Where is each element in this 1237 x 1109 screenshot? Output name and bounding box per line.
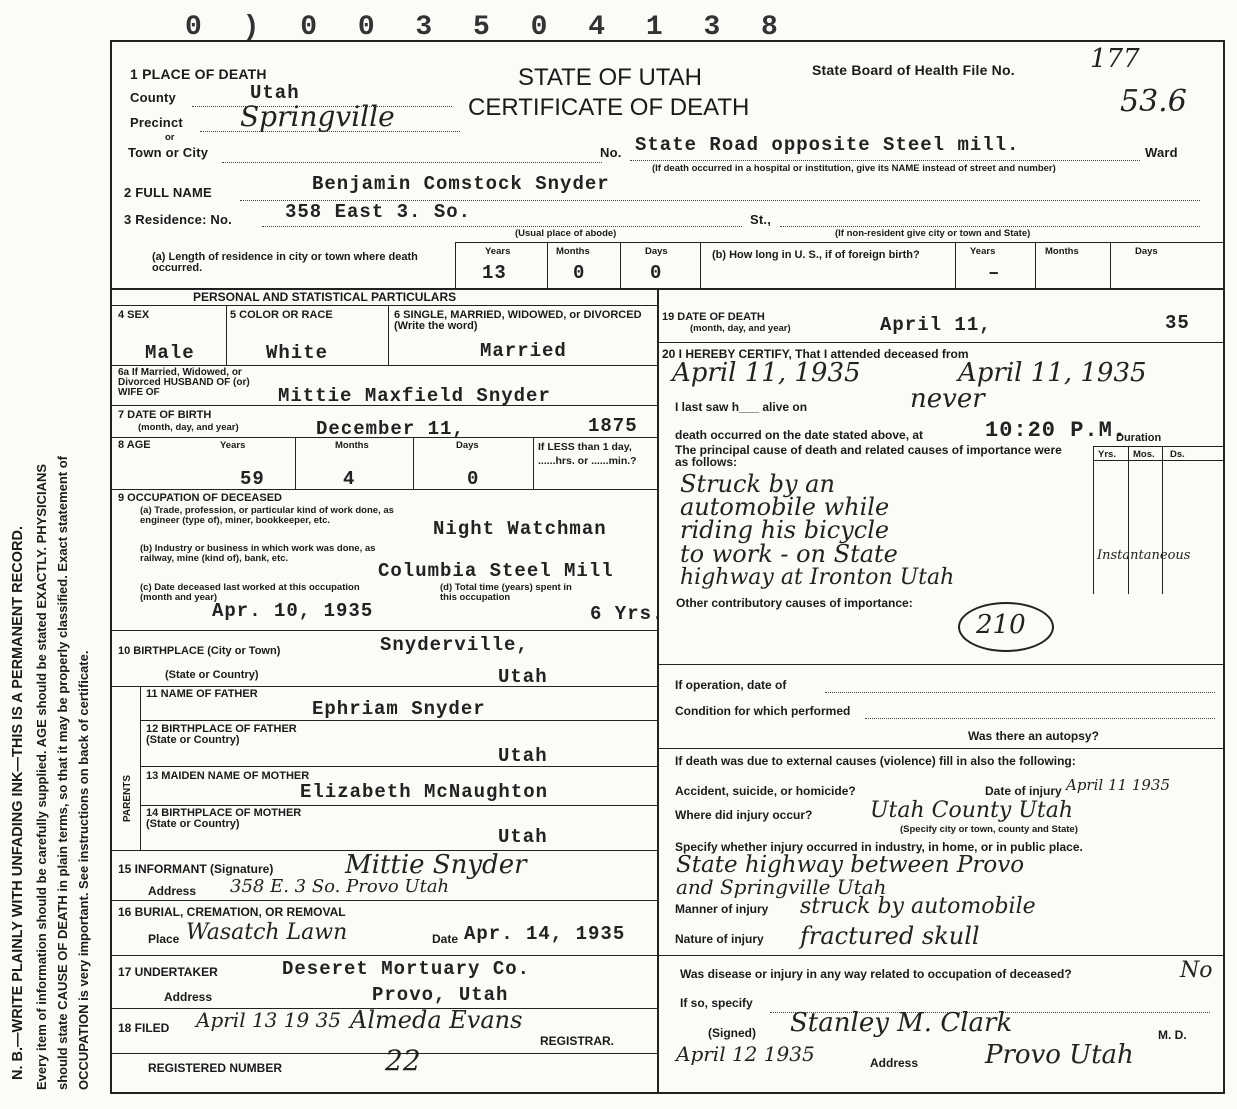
street-value: State Road opposite Steel mill. [635, 134, 1020, 156]
age-label: 8 AGE [118, 439, 151, 451]
age-months: 4 [343, 468, 356, 490]
injury-date-label: Date of injury [985, 784, 1062, 798]
registrar-name: Almeda Evans [350, 1006, 523, 1034]
residence-note1: (Usual place of abode) [515, 228, 617, 239]
filed-label: 18 FILED [118, 1021, 170, 1035]
dur-yrs: Yrs. [1098, 449, 1116, 460]
father-value: Ephriam Snyder [312, 698, 486, 720]
duration-label: Duration [1116, 432, 1162, 444]
us-label: (b) How long in U. S., if of foreign birth? [712, 249, 920, 261]
county-label: County [130, 90, 176, 105]
physician-signature: Stanley M. Clark [790, 1008, 1013, 1038]
occ-c-value: Apr. 10, 1935 [212, 600, 374, 622]
dob-year: 1875 [588, 415, 638, 437]
spouse-label: 6a If Married, Widowed, or Divorced HUSBAND OF (or) WIFE OF [118, 367, 250, 398]
full-name-value: Benjamin Comstock Snyder [312, 173, 610, 195]
occ-b-value: Columbia Steel Mill [378, 560, 614, 582]
manner-label: Manner of injury [675, 902, 769, 916]
occ-a-label: (a) Trade, profession, or particular kind of work done, as engineer (type of), miner, bookkeeper, etc. [140, 505, 394, 526]
age-months-label: Months [335, 440, 369, 451]
reg-number: 22 [385, 1044, 421, 1077]
us-months-label: Months [1045, 246, 1079, 257]
place-of-death-label: 1 PLACE OF DEATH [130, 66, 267, 82]
related-value: No [1180, 958, 1213, 983]
dob-value: December 11, [316, 418, 465, 440]
precinct-value: Springville [240, 100, 395, 133]
cause-line-1: Struck by an [680, 470, 835, 498]
injury-place-1: State highway between Provo [676, 852, 1025, 878]
side-note-2: Every item of information should be carefully supplied. AGE should be stated EXACTLY. PHYSICIANS [34, 463, 49, 1090]
place-note: (If death occurred in a hospital or institution, give its NAME instead of street and number) [652, 163, 1056, 174]
undertaker-value: Deseret Mortuary Co. [282, 958, 531, 980]
operation-label: If operation, date of [675, 678, 787, 692]
frame-right [1223, 40, 1225, 1092]
residence-label: 3 Residence: No. [124, 212, 232, 227]
nature-label: Nature of injury [675, 932, 764, 946]
birthplace-label: 10 BIRTHPLACE (City or Town) [118, 645, 281, 657]
mother-birthplace-label: 14 BIRTHPLACE OF MOTHER (State or Country) [146, 807, 302, 830]
occ-d-label: (d) Total time (years) spent in this occupation [440, 582, 572, 603]
dob-sub: (month, day, and year) [138, 422, 239, 433]
residence-line [262, 226, 742, 227]
informant-address: 358 E. 3 So. Provo Utah [230, 876, 450, 897]
occ-b-label: (b) Industry or business in which work was done, as railway, mine (kind of), bank, etc. [140, 543, 376, 564]
res-months-label: Months [556, 246, 590, 257]
age-years-label: Years [220, 440, 246, 451]
burial-place-label: Place [148, 932, 180, 946]
us-days-label: Days [1135, 246, 1158, 257]
cause-code: 210 [976, 610, 1026, 640]
street-no-label: No. [600, 145, 622, 160]
residence-st-line [780, 226, 1200, 227]
residence-note2: (If non-resident give city or town and State) [835, 228, 1031, 239]
birth-state-value: Utah [498, 666, 548, 688]
personal-heading: PERSONAL AND STATISTICAL PARTICULARS [193, 290, 457, 304]
dur-mos: Mos. [1133, 449, 1155, 460]
signed-label: (Signed) [708, 1026, 756, 1040]
race-value: White [266, 342, 329, 364]
file-number: 177 [1090, 44, 1140, 74]
sex-label: 4 SEX [118, 309, 150, 321]
state-title: STATE OF UTAH [518, 64, 702, 91]
cause-line-2: automobile while [680, 493, 890, 521]
where-label: Where did injury occur? [675, 808, 813, 822]
where-value: Utah County Utah [870, 798, 1074, 823]
residence-st-label: St., [750, 212, 772, 227]
cause-line-4: to work - on State [680, 540, 898, 568]
death-date: April 11, [880, 314, 992, 336]
or-label: or [165, 132, 175, 143]
ward-label: Ward [1145, 145, 1178, 160]
mother-value: Elizabeth McNaughton [300, 781, 549, 803]
duration-hand: Instantaneous [1097, 548, 1191, 563]
middle-divider [657, 288, 659, 1092]
age-days: 0 [467, 468, 480, 490]
spouse-value: Mittie Maxfield Snyder [278, 385, 551, 407]
cause-line-3: riding his bicycle [680, 516, 890, 544]
filed-date: April 13 19 35 [196, 1008, 342, 1032]
last-seen-label: I last saw h___ alive on [675, 400, 808, 414]
physician-address: Provo Utah [985, 1040, 1134, 1070]
us-years-label: Years [970, 246, 996, 257]
dur-ds: Ds. [1170, 449, 1185, 460]
attended-from: April 11, 1935 [672, 358, 861, 388]
race-label: 5 COLOR OR RACE [230, 309, 333, 321]
accident-label: Accident, suicide, or homicide? [675, 784, 856, 798]
mother-birthplace-value: Utah [498, 826, 548, 848]
street-line [630, 160, 1140, 161]
file-number-label: State Board of Health File No. [812, 62, 1015, 78]
informant-value: Mittie Snyder [345, 850, 527, 880]
informant-address-label: Address [148, 884, 197, 898]
autopsy-label: Was there an autopsy? [968, 729, 1099, 743]
physician-address-label: Address [870, 1056, 919, 1070]
father-label: 11 NAME OF FATHER [146, 688, 258, 700]
frame-bottom [110, 1092, 1225, 1094]
side-note-3: should state CAUSE OF DEATH in plain terms, so that it may be properly classified. Exact statement of [55, 455, 70, 1090]
where-note: (Specify city or town, county and State) [900, 824, 1078, 835]
time-label: death occurred on the date stated above, at [675, 428, 924, 442]
marital-value: Married [480, 340, 567, 362]
if-so-label: If so, specify [680, 996, 753, 1010]
occ-a-value: Night Watchman [433, 518, 607, 540]
res-days: 0 [650, 262, 663, 284]
length-residence-label: (a) Length of residence in city or town where death occurred. [152, 251, 418, 274]
undertaker-address-label: Address [164, 990, 213, 1004]
res-days-label: Days [645, 246, 668, 257]
age-days-label: Days [456, 440, 479, 451]
registrar-label: REGISTRAR. [540, 1034, 615, 1048]
death-date-sub: (month, day, and year) [690, 323, 791, 334]
age-years: 59 [240, 468, 265, 490]
precinct-label: Precinct [130, 115, 183, 130]
external-label: If death was due to external causes (violence) fill in also the following: [675, 754, 1076, 768]
death-time: 10:20 P.M. [985, 418, 1128, 443]
birth-state-label: (State or Country) [165, 669, 259, 681]
res-months: 0 [573, 262, 586, 284]
death-date-label: 19 DATE OF DEATH [662, 311, 765, 323]
us-years: – [988, 262, 1001, 284]
contrib-label: Other contributory causes of importance: [676, 596, 913, 610]
related-label: Was disease or injury in any way related to occupation of deceased? [680, 967, 1072, 981]
injury-date: April 11 1935 [1066, 776, 1170, 794]
father-birthplace-label: 12 BIRTHPLACE OF FATHER (State or Country) [146, 723, 297, 746]
last-seen: never [910, 384, 985, 414]
cause-line-5: highway at Ironton Utah [680, 565, 955, 590]
res-years-label: Years [485, 246, 511, 257]
md-label: M. D. [1158, 1028, 1187, 1042]
side-note-1: N. B.—WRITE PLAINLY WITH UNFADING INK—THIS IS A PERMANENT RECORD. [10, 526, 26, 1080]
occ-d-value: 6 Yrs. [590, 603, 665, 625]
burial-label: 16 BURIAL, CREMATION, OR REMOVAL [118, 905, 346, 919]
county-value: Utah [250, 82, 300, 104]
mother-label: 13 MAIDEN NAME OF MOTHER [146, 770, 310, 782]
burial-place: Wasatch Lawn [186, 920, 348, 945]
undertaker-label: 17 UNDERTAKER [118, 965, 218, 979]
certificate-title: CERTIFICATE OF DEATH [468, 94, 750, 121]
attended-to: April 11, 1935 [958, 358, 1147, 388]
father-birthplace-value: Utah [498, 745, 548, 767]
specify-label: Specify whether injury occurred in industry, in home, or in public place. [675, 840, 1083, 854]
residence-value: 358 East 3. So. [285, 201, 472, 223]
condition-label: Condition for which performed [675, 704, 851, 718]
birthplace-value: Snyderville, [380, 634, 529, 656]
full-name-label: 2 FULL NAME [124, 185, 212, 200]
reg-number-label: REGISTERED NUMBER [148, 1061, 283, 1075]
manner-value: struck by automobile [800, 894, 1036, 919]
injury-place-2: and Springville Utah [676, 875, 887, 899]
sign-date: April 12 1935 [676, 1042, 815, 1066]
burial-date: Apr. 14, 1935 [464, 923, 626, 945]
town-line [222, 162, 602, 163]
frame-left [110, 40, 112, 1092]
town-label: Town or City [128, 145, 209, 160]
certify-label: 20 I HEREBY CERTIFY, That I attended deceased from [662, 347, 969, 361]
death-year: 35 [1165, 312, 1190, 334]
parents-side-label: PARENTS [122, 774, 133, 822]
serial-number: 0 ) 0 0 3 5 0 4 1 3 8 [185, 12, 790, 43]
undertaker-address: Provo, Utah [372, 984, 509, 1006]
sex-value: Male [145, 342, 195, 364]
occupation-label: 9 OCCUPATION OF DECEASED [118, 492, 282, 504]
informant-label: 15 INFORMANT (Signature) [118, 862, 274, 876]
occ-c-label: (c) Date deceased last worked at this occupation (month and year) [140, 582, 360, 603]
burial-date-label: Date [432, 932, 459, 946]
dob-label: 7 DATE OF BIRTH [118, 409, 212, 421]
marital-label: 6 SINGLE, MARRIED, WIDOWED, or DIVORCED (Write the word) [394, 309, 642, 332]
file-number-2: 53.6 [1120, 84, 1187, 119]
res-years: 13 [482, 262, 507, 284]
side-note-4: OCCUPATION is very important. See instructions on back of certificate. [76, 650, 91, 1090]
less-than-label: If LESS than 1 day, ......hrs. or ......min.? [538, 441, 637, 467]
cause-label: The principal cause of death and related causes of importance were as follows: [675, 443, 1062, 469]
nature-value: fractured skull [800, 922, 980, 950]
